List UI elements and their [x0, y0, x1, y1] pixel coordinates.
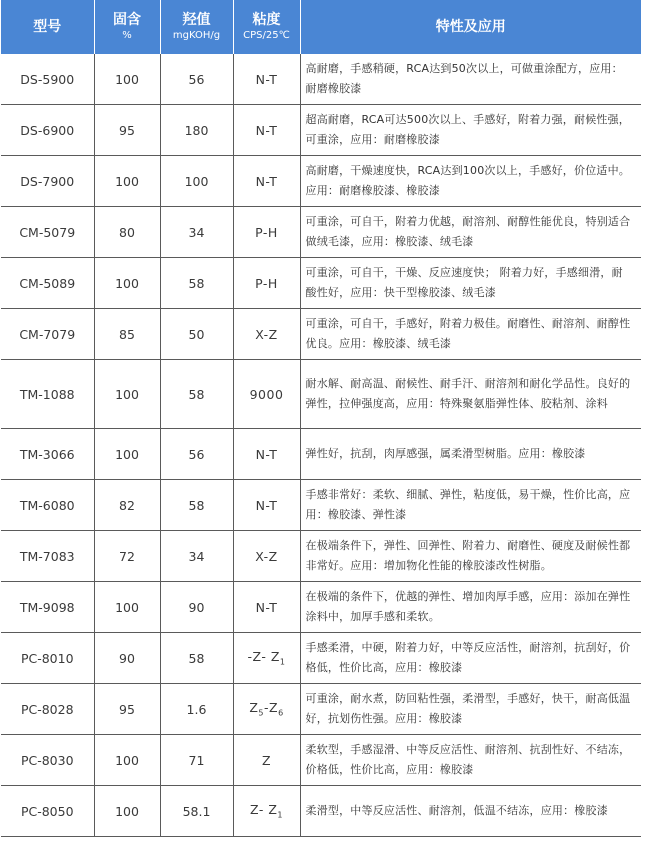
- viscosity-subscript: 1: [277, 810, 283, 820]
- cell-hydroxyl: 90: [160, 582, 233, 633]
- cell-model: DS-6900: [1, 105, 94, 156]
- cell-features: 高耐磨，手感稍硬，RCA达到50次以上，可做重涂配方，应用：耐磨橡胶漆: [300, 54, 641, 105]
- viscosity-base: Z: [249, 700, 259, 716]
- header-hydroxyl-label: 羟值: [182, 12, 211, 28]
- table-row: [1, 429, 641, 480]
- cell-hydroxyl: 34: [160, 531, 233, 582]
- cell-solid: 80: [94, 207, 160, 258]
- cell-solid: 82: [94, 480, 160, 531]
- cell-hydroxyl: 56: [160, 54, 233, 105]
- table-row: [1, 309, 641, 360]
- cell-model: TM-1088: [1, 360, 94, 429]
- cell-viscosity: X-Z: [233, 309, 300, 360]
- header-model-label: 型号: [33, 19, 62, 35]
- cell-viscosity: N-T: [233, 582, 300, 633]
- cell-features: 高耐磨，干燥速度快，RCA达到100次以上，手感好，价位适中。应用：耐磨橡胶漆、橡胶漆: [300, 156, 641, 207]
- table-row: [1, 360, 641, 429]
- table-body: [1, 54, 641, 837]
- cell-features: 柔滑型，中等反应活性、耐溶剂，低温不结冻，应用：橡胶漆: [300, 786, 641, 837]
- table-row: [1, 531, 641, 582]
- cell-model: DS-7900: [1, 156, 94, 207]
- cell-features: 可重涂，可自干，附着力优越，耐溶剂、耐醇性能优良，特别适合做绒毛漆，应用：橡胶漆、绒毛漆: [300, 207, 641, 258]
- cell-hydroxyl: 71: [160, 735, 233, 786]
- cell-hydroxyl: 58: [160, 480, 233, 531]
- table-row: [1, 258, 641, 309]
- cell-viscosity: N-T: [233, 105, 300, 156]
- cell-features: 在极端的条件下，优越的弹性、增加肉厚手感，应用：添加在弹性涂料中，加厚手感和柔软。: [300, 582, 641, 633]
- cell-viscosity: P-H: [233, 258, 300, 309]
- cell-solid: 100: [94, 54, 160, 105]
- cell-hydroxyl: 58: [160, 633, 233, 684]
- cell-viscosity: [233, 786, 300, 837]
- cell-hydroxyl: 1.6: [160, 684, 233, 735]
- table-row: [1, 633, 641, 684]
- cell-features: 柔软型，手感湿滑、中等反应活性、耐溶剂、抗刮性好、不结冻，价格低，性价比高，应用：橡胶漆: [300, 735, 641, 786]
- cell-viscosity: 9000: [233, 360, 300, 429]
- cell-viscosity: Z: [233, 735, 300, 786]
- cell-model: TM-9098: [1, 582, 94, 633]
- cell-solid: 100: [94, 429, 160, 480]
- table-header: [1, 0, 641, 54]
- table-row: [1, 105, 641, 156]
- table-row: [1, 480, 641, 531]
- cell-hydroxyl: 58: [160, 258, 233, 309]
- viscosity-subscript-2: 6: [278, 708, 284, 718]
- header-features: [300, 0, 641, 54]
- cell-features: 弹性好，抗刮，肉厚感强，属柔滑型树脂。应用：橡胶漆: [300, 429, 641, 480]
- cell-features: 可重涂，可自干，干燥、反应速度快； 附着力好，手感细滑，耐酸性好，应用：快干型橡胶漆、绒毛漆: [300, 258, 641, 309]
- cell-features: 手感非常好：柔软、细腻、弹性，粘度低，易干燥，性价比高，应用：橡胶漆、弹性漆: [300, 480, 641, 531]
- resin-spec-table: [1, 0, 641, 837]
- cell-model: PC-8050: [1, 786, 94, 837]
- cell-solid: 100: [94, 360, 160, 429]
- cell-model: PC-8028: [1, 684, 94, 735]
- cell-viscosity: X-Z: [233, 531, 300, 582]
- cell-hydroxyl: 34: [160, 207, 233, 258]
- cell-hydroxyl: 180: [160, 105, 233, 156]
- header-viscosity: [233, 0, 300, 54]
- header-hydroxyl-unit: mgKOH/g: [172, 30, 221, 41]
- cell-solid: 100: [94, 786, 160, 837]
- table-row: [1, 684, 641, 735]
- cell-hydroxyl: 58.1: [160, 786, 233, 837]
- cell-model: CM-5079: [1, 207, 94, 258]
- cell-solid: 100: [94, 735, 160, 786]
- header-solid-unit: %: [122, 30, 132, 41]
- cell-viscosity: [233, 684, 300, 735]
- cell-viscosity: N-T: [233, 156, 300, 207]
- header-features-label: 特性及应用: [435, 19, 506, 35]
- cell-features: 可重涂，耐水煮，防回粘性强，柔滑型，手感好，快干，耐高低温好，抗划伤性强。应用：橡胶漆: [300, 684, 641, 735]
- header-viscosity-unit: CPS/25℃: [243, 30, 290, 41]
- cell-model: CM-5089: [1, 258, 94, 309]
- table-row: [1, 582, 641, 633]
- cell-solid: 100: [94, 582, 160, 633]
- viscosity-subscript: 5: [258, 708, 264, 718]
- cell-solid: 100: [94, 156, 160, 207]
- cell-model: PC-8030: [1, 735, 94, 786]
- cell-viscosity: N-T: [233, 480, 300, 531]
- table-row: [1, 786, 641, 837]
- cell-model: TM-7083: [1, 531, 94, 582]
- table-row: [1, 54, 641, 105]
- header-solid: [94, 0, 160, 54]
- cell-viscosity: P-H: [233, 207, 300, 258]
- header-viscosity-label: 粘度: [252, 12, 281, 28]
- table-row: [1, 735, 641, 786]
- cell-features: 手感柔滑，中硬，附着力好，中等反应活性，耐溶剂，抗刮好，价格低，性价比高，应用：橡胶漆: [300, 633, 641, 684]
- cell-model: PC-8010: [1, 633, 94, 684]
- cell-solid: 85: [94, 309, 160, 360]
- cell-model: TM-3066: [1, 429, 94, 480]
- header-solid-label: 固含: [113, 12, 141, 28]
- cell-hydroxyl: 56: [160, 429, 233, 480]
- cell-solid: 95: [94, 684, 160, 735]
- cell-model: TM-6080: [1, 480, 94, 531]
- cell-hydroxyl: 58: [160, 360, 233, 429]
- table-row: [1, 207, 641, 258]
- cell-viscosity: N-T: [233, 54, 300, 105]
- cell-viscosity: [233, 633, 300, 684]
- cell-solid: 72: [94, 531, 160, 582]
- header-model: [1, 0, 94, 54]
- cell-model: CM-7079: [1, 309, 94, 360]
- cell-features: 在极端条件下，弹性、回弹性、附着力、耐磨性、硬度及耐候性都非常好。应用：增加物化性能的橡胶漆改性树脂。: [300, 531, 641, 582]
- cell-model: DS-5900: [20, 71, 75, 87]
- viscosity-base: -Z- Z: [247, 649, 280, 665]
- table-row: [1, 156, 641, 207]
- viscosity-subscript: 1: [279, 657, 286, 667]
- header-hydroxyl: [160, 0, 233, 54]
- viscosity-base: Z- Z: [250, 802, 278, 818]
- cell-hydroxyl: 100: [160, 156, 233, 207]
- cell-solid: 90: [94, 633, 160, 684]
- viscosity-mid: -Z: [264, 700, 279, 716]
- cell-features: 可重涂，可自干，手感好，附着力极佳。耐磨性、耐溶剂、耐醇性优良。应用：橡胶漆、绒毛漆: [300, 309, 641, 360]
- cell-features: 耐水解、耐高温、耐候性、耐手汗、耐溶剂和耐化学品性。良好的弹性，拉伸强度高，应用：特殊聚氨脂弹性体、胶粘剂、涂料: [300, 360, 641, 429]
- cell-viscosity: N-T: [233, 429, 300, 480]
- cell-solid: 95: [94, 105, 160, 156]
- cell-hydroxyl: 50: [160, 309, 233, 360]
- cell-solid: 100: [94, 258, 160, 309]
- cell-features: 超高耐磨，RCA可达500次以上、手感好，附着力强，耐候性强，可重涂，应用：耐磨橡胶漆: [300, 105, 641, 156]
